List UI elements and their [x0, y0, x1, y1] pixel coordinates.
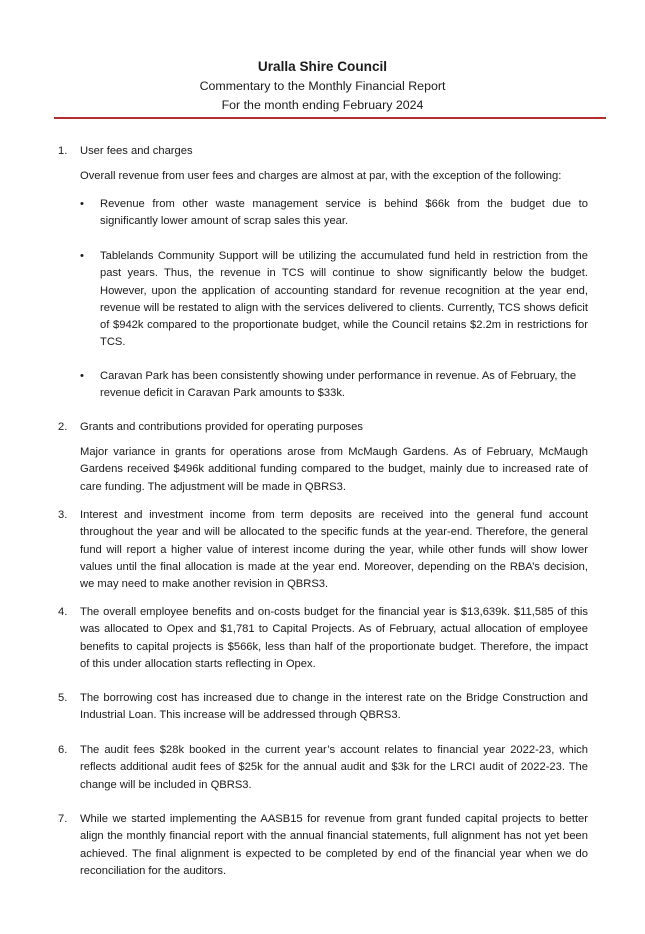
section-3-body: Interest and investment income from term deposits are received into the general fund account throughout the year and will be allocated to the specific funds at the year-end. Therefore, the general fund will report a higher value of interest income during the year, while other funds will show lower values until the final allocation is made at the year end. Moreover, depending on the RBA’s decision, we may need to make another revision in QBRS3. — [80, 509, 588, 591]
section-6-number: 6. — [58, 744, 68, 756]
section-4-number: 4. — [58, 606, 68, 618]
section-4-body: The overall employee benefits and on-costs budget for the financial year is $13,639k. $11,585 of this was allocated to Opex and $1,781 to Capital Projects. As of February, actual allocation of employee benefits to capital projects is $566k, less than half of the proportionate budget. Therefore, the impact of this under allocation starts reflecting in Opex. — [80, 606, 588, 670]
header-divider — [54, 117, 606, 119]
section-3-number: 3. — [58, 509, 68, 521]
report-title: Uralla Shire Council — [257, 59, 388, 74]
bullet-2-icon: • — [80, 250, 84, 262]
section-6-body: The audit fees $28k booked in the current year’s account relates to financial year 2022-23, which reflects additional audit fees of $25k for the annual audit and $3k for the LRCI audit of 2022-23. The change will be included in QBRS3. — [80, 744, 588, 791]
bullet-1-text: Revenue from other waste management service is behind $66k from the budget due to significantly lower amount of scrap sales this year. — [100, 198, 588, 228]
section-1-intro: Overall revenue from user fees and charges are almost at par, with the exception of the following: — [80, 170, 562, 182]
section-7-body: While we started implementing the AASB15 for revenue from grant funded capital projects to better align the monthly financial report with the annual financial statements, full alignment has not yet been achieved. The final alignment is expected to be completed by end of the financial year when we do reconciliation for the auditors. — [80, 813, 588, 877]
bullet-3-text: Caravan Park has been consistently showing under performance in revenue. As of February, the revenue deficit in Caravan Park amounts to $33k. — [100, 370, 577, 400]
section-5-number: 5. — [58, 692, 68, 704]
report-period: For the month ending February 2024 — [221, 98, 424, 112]
report-header — [0, 57, 645, 115]
section-2-heading: Grants and contributions provided for operating purposes — [80, 421, 363, 433]
section-7-number: 7. — [58, 813, 68, 825]
section-1-number: 1. — [58, 145, 68, 157]
section-1-heading: User fees and charges — [80, 145, 193, 157]
section-2-body: Major variance in grants for operations arose from McMaugh Gardens. As of February, McMaugh Gardens received $496k additional funding compared to the budget, mainly due to increased rate of care funding. The adjustment will be made in QBRS3. — [80, 446, 588, 493]
report-subtitle: Commentary to the Monthly Financial Report — [199, 79, 446, 93]
section-5-body: The borrowing cost has increased due to change in the interest rate on the Bridge Construction and Industrial Loan. This increase will be addressed through QBRS3. — [80, 692, 588, 722]
bullet-1-icon: • — [80, 198, 84, 210]
section-2-number: 2. — [58, 421, 68, 433]
bullet-3-icon: • — [80, 370, 84, 382]
bullet-2-text: Tablelands Community Support will be utilizing the accumulated fund held in restriction from the past years. Thus, the revenue in TCS will continue to show significantly below the budget. However, upon the application of accounting standard for revenue recognition at the year end, revenue will be restated to align with the services delivered to clients. Currently, TCS shows deficit of $942k compared to the proportionate budget, while the Council retains $2.2m in restrictions for TCS. — [100, 250, 588, 349]
